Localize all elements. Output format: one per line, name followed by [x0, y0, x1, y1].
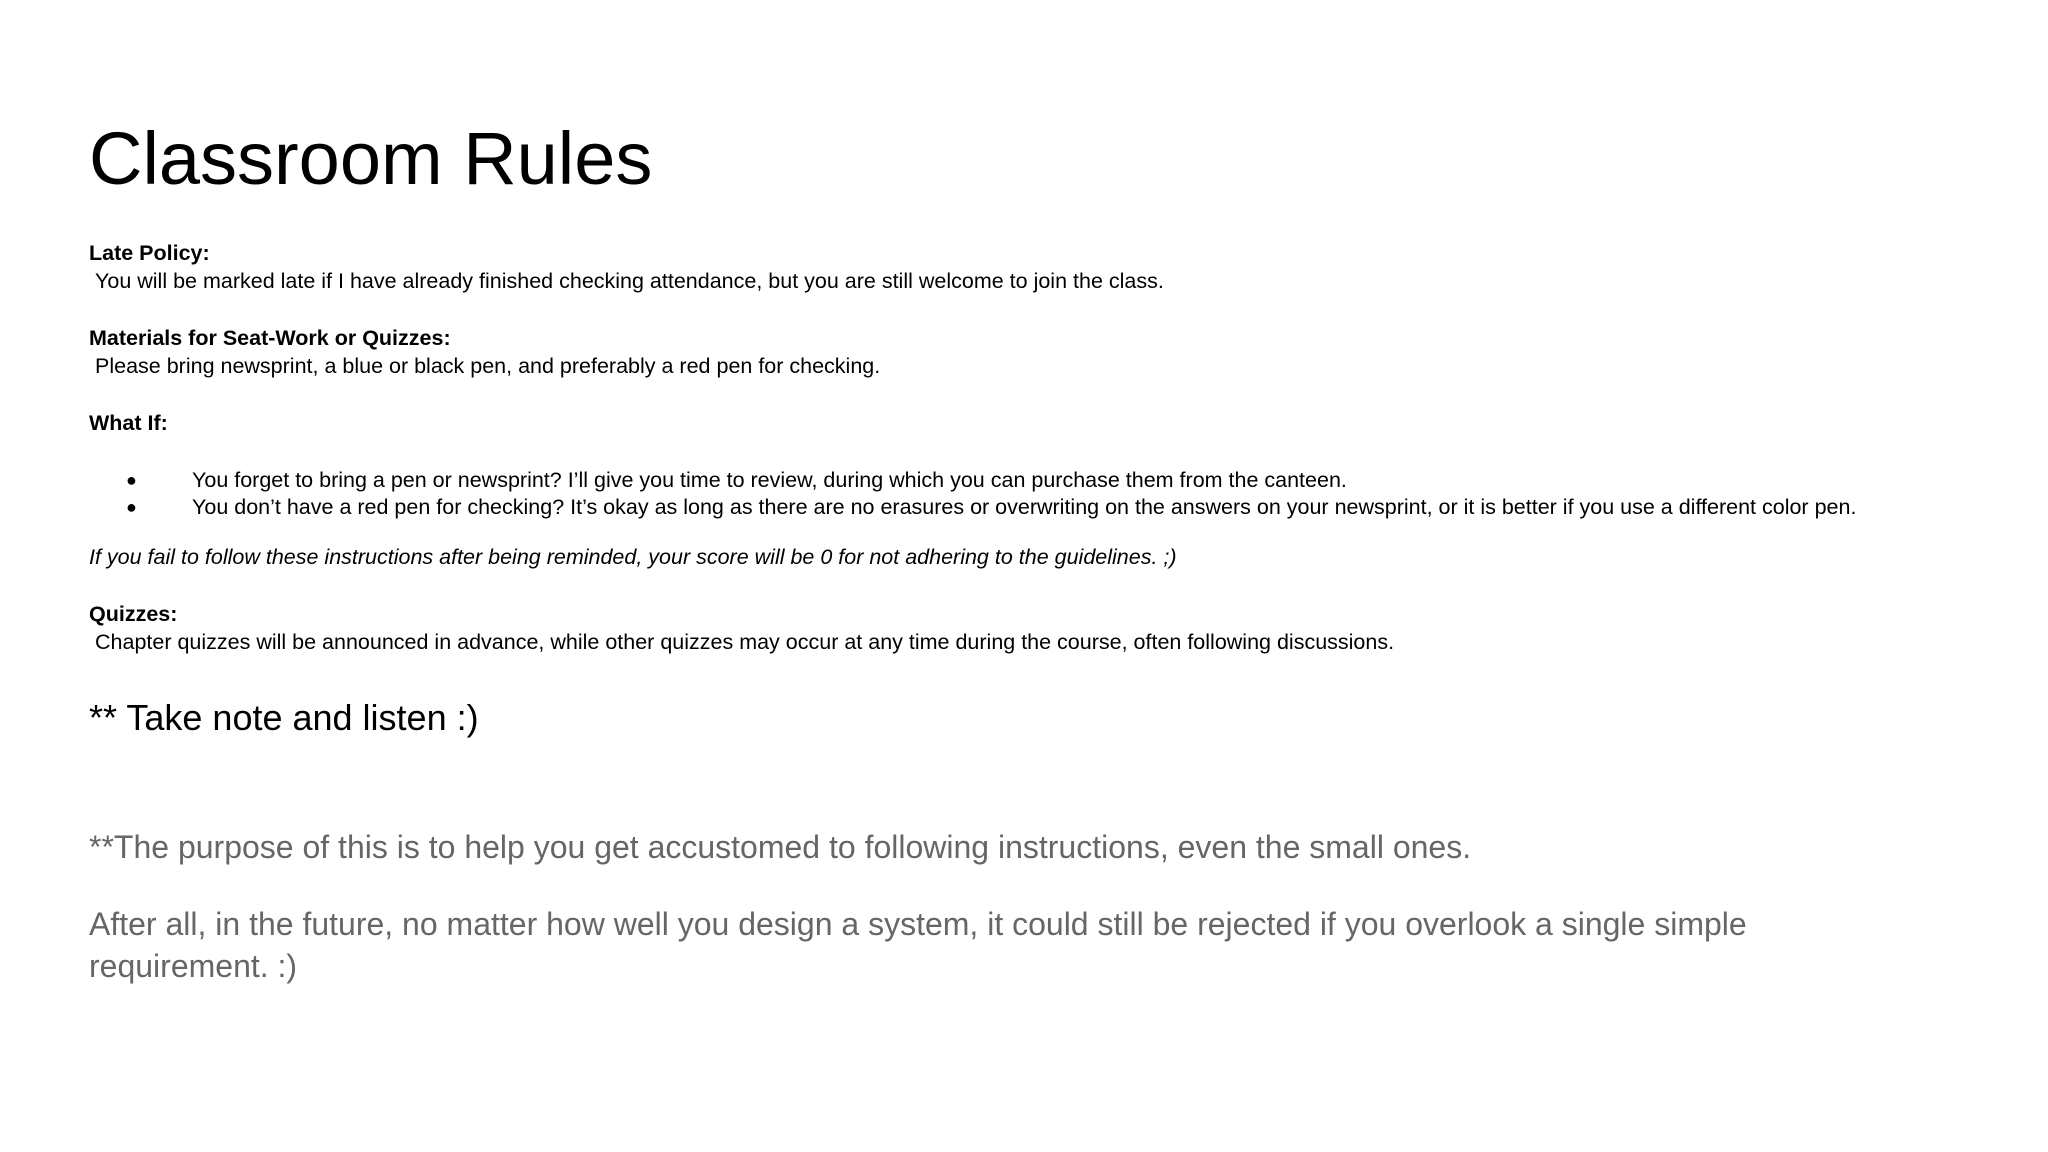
what-if-section [89, 409, 1989, 521]
list-item [89, 467, 1989, 494]
spacer [89, 295, 1989, 324]
late-policy-text: You will be marked late if I have already finished checking attendance, but you are still welcome to join the class. [95, 269, 1164, 293]
warning-text: If you fail to follow these instructions after being reminded, your score will be 0 for not adhering to the guidelines. ;) [89, 545, 1177, 569]
quizzes-heading: Quizzes: [89, 602, 178, 626]
spacer [89, 521, 1989, 543]
materials-section [89, 324, 1989, 380]
list-item-text: You forget to bring a pen or newsprint? I’ll give you time to review, during which you can purchase them from the canteen. [192, 468, 1347, 492]
bullet-icon: ● [126, 470, 137, 490]
list-item-text: You don’t have a red pen for checking? It’s okay as long as there are no erasures or overwriting on the answers on your newsprint, or it is better if you use a different color pen. [192, 495, 1857, 519]
slide-title: Classroom Rules [89, 117, 653, 200]
late-policy-heading: Late Policy: [89, 241, 210, 265]
what-if-list [89, 467, 1989, 521]
slide-body [89, 239, 1989, 656]
after-all-text: After all, in the future, no matter how well you design a system, it could still be rejected if you overlook a single simple requirement. :) [89, 906, 1747, 984]
bullet-icon: ● [126, 497, 137, 517]
take-note-text: ** Take note and listen :) [89, 697, 479, 738]
spacer [89, 437, 1989, 467]
quizzes-section [89, 600, 1989, 656]
quizzes-text: Chapter quizzes will be announced in advance, while other quizzes may occur at any time during the course, often following discussions. [95, 630, 1395, 654]
spacer [89, 380, 1989, 409]
spacer [89, 571, 1989, 600]
list-item [89, 494, 1989, 521]
materials-heading: Materials for Seat-Work or Quizzes: [89, 326, 451, 350]
materials-text: Please bring newsprint, a blue or black pen, and preferably a red pen for checking. [95, 354, 881, 378]
late-policy-section [89, 239, 1989, 295]
purpose-text: **The purpose of this is to help you get accustomed to following instructions, even the small ones. [89, 829, 1472, 865]
what-if-heading: What If: [89, 411, 168, 435]
